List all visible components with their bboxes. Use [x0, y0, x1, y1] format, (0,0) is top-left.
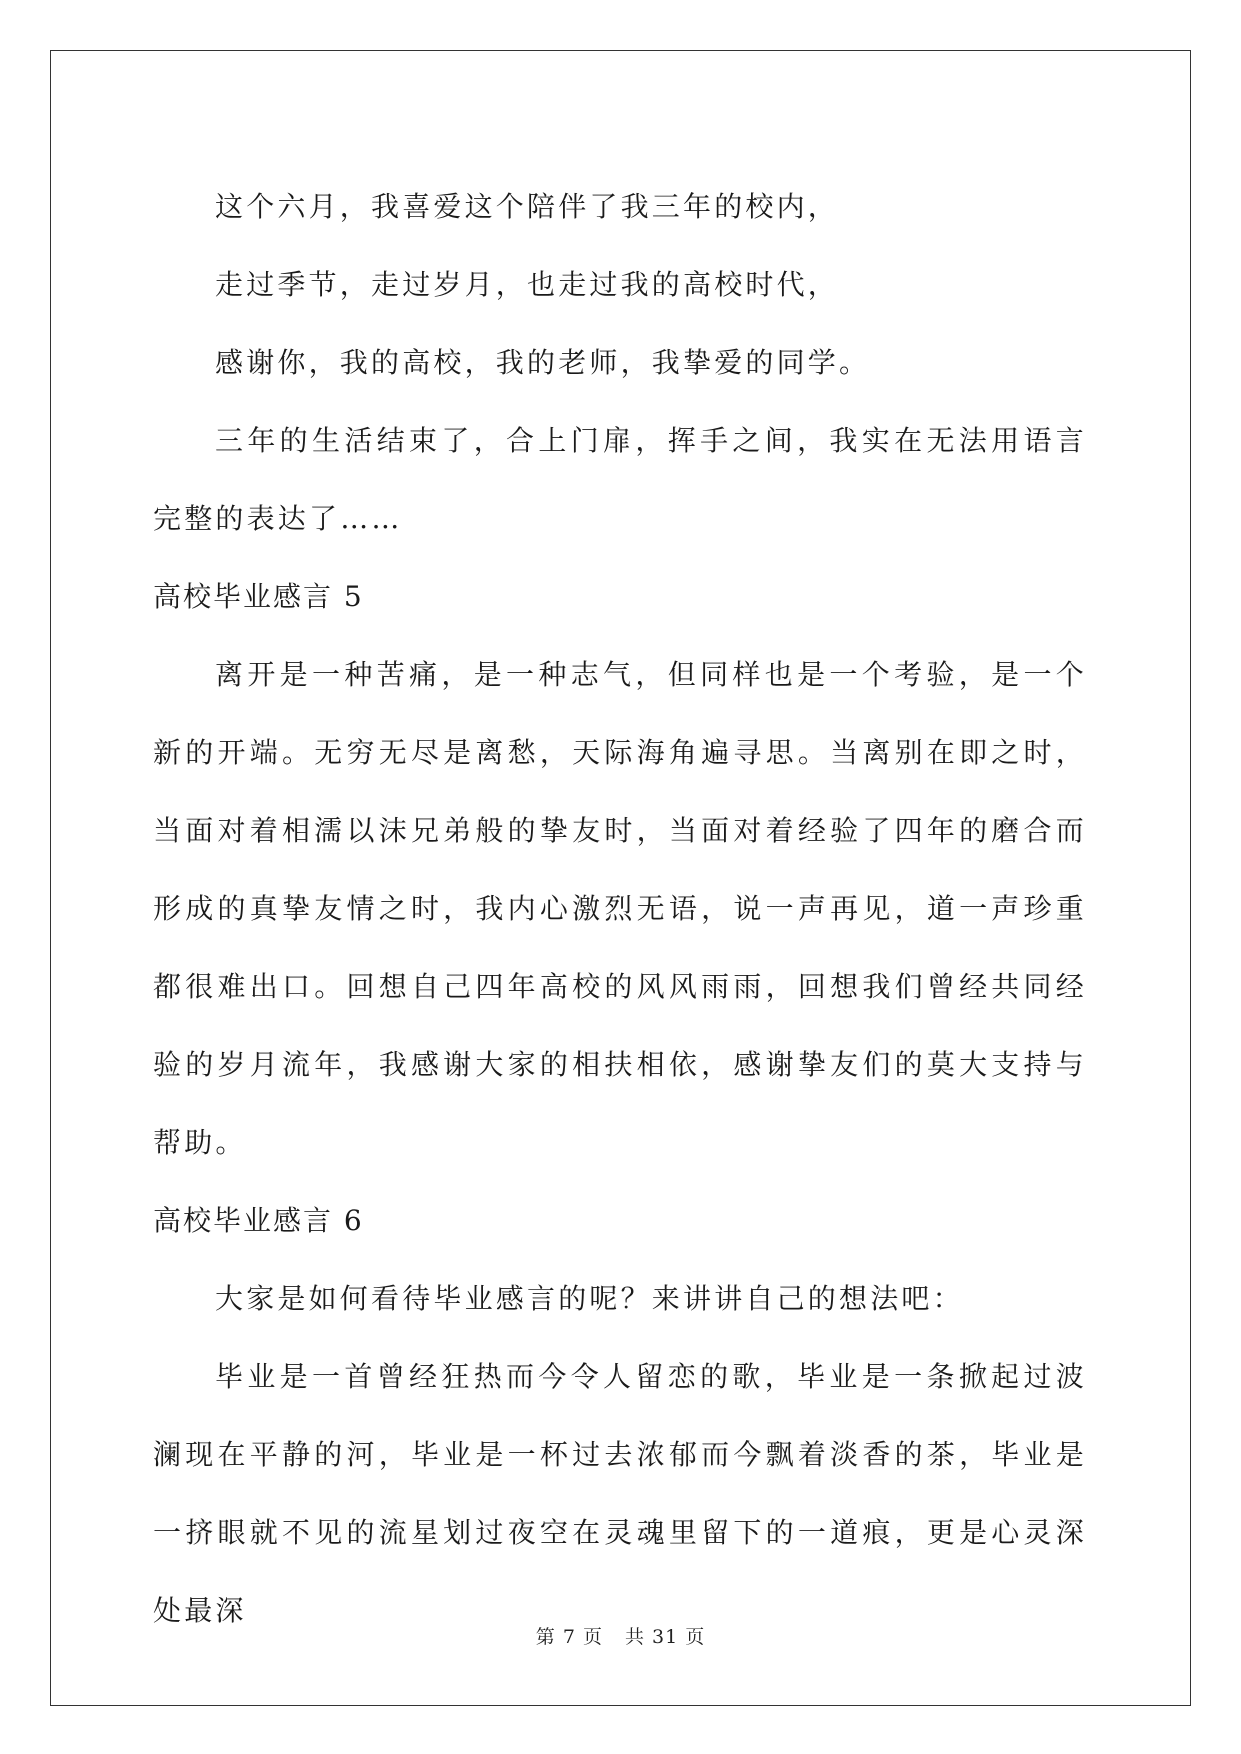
paragraph: 毕业是一首曾经狂热而今令人留恋的歌，毕业是一条掀起过波澜现在平静的河，毕业是一杯过去浓郁而今飘着淡香的茶，毕业是一挤眼就不见的流星划过夜空在灵魂里留下的一道痕，更是心灵深处最深 — [153, 1360, 1087, 1627]
paragraph: 这个六月，我喜爱这个陪伴了我三年的校内， — [215, 190, 840, 223]
document-body — [153, 168, 1087, 1650]
paragraph: 走过季节，走过岁月，也走过我的高校时代， — [215, 268, 840, 301]
page-total: 共 31 页 — [624, 1626, 706, 1648]
page-number: 第 7 页 — [535, 1626, 603, 1648]
paragraph: 感谢你，我的高校，我的老师，我挚爱的同学。 — [215, 346, 871, 379]
page-footer — [0, 1622, 1241, 1649]
paragraph: 离开是一种苦痛，是一种志气，但同样也是一个考验，是一个新的开端。无穷无尽是离愁，天际海角遍寻思。当离别在即之时，当面对着相濡以沫兄弟般的挚友时，当面对着经验了四年的磨合而形成的真挚友情之时，我内心激烈无语，说一声再见，道一声珍重都很难出口。回想自己四年高校的风风雨雨，回想我们曾经共同经验的岁月流年，我感谢大家的相扶相依，感谢挚友们的莫大支持与帮助。 — [153, 658, 1087, 1159]
paragraph: 大家是如何看待毕业感言的呢？来讲讲自己的想法吧： — [215, 1282, 964, 1315]
paragraph: 三年的生活结束了，合上门扉，挥手之间，我实在无法用语言完整的表达了…… — [153, 424, 1087, 535]
section-heading: 高校毕业感言 5 — [153, 580, 364, 613]
section-heading: 高校毕业感言 6 — [153, 1204, 364, 1237]
